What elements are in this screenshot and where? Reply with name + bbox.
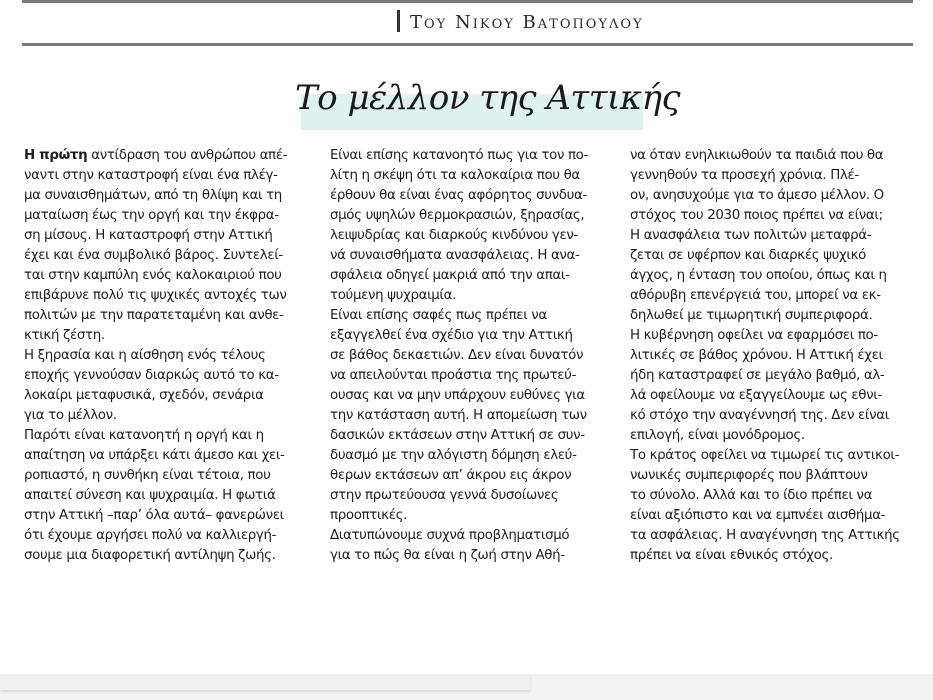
text-line-content: ση μίσους. Η καταστροφή στην Αττική [24, 228, 273, 243]
text-line-content: εξαγγελθεί ένα σχέδιο για την Αττική [330, 328, 573, 343]
text-line [330, 286, 622, 306]
page-footer-bar [0, 674, 530, 690]
text-line [630, 426, 922, 446]
text-line-content: σφάλεια οδηγεί μακριά από την απαι- [330, 268, 570, 283]
text-line-content: επιλογή, είναι μονόδρομος. [630, 428, 805, 443]
text-line [630, 506, 922, 526]
text-line [330, 466, 622, 486]
text-line [330, 246, 622, 266]
text-line-content: το σύνολο. Αλλά και το ίδιο πρέπει να [630, 488, 873, 503]
text-line [330, 206, 622, 226]
text-line [630, 246, 922, 266]
text-line-content: νωνικές συμπεριφορές που βλάπτουν [630, 468, 868, 483]
text-line-content: επιβάρυνε πολύ τις ψυχικές αντοχές των [24, 288, 287, 303]
text-line-content: σε βάθος δεκαετιών. Δεν είναι δυνατόν [330, 348, 584, 363]
text-line-content: ήδη καταστραφεί σε μεγάλο βαθμό, αλ- [630, 368, 885, 383]
text-line-content: κό στόχο την αναγέννησή της. Δεν είναι [630, 408, 889, 423]
text-line [24, 246, 316, 266]
text-line-content: Η κυβέρνηση οφείλει να εφαρμόσει πο- [630, 328, 878, 343]
text-line [24, 486, 316, 506]
text-line-content: να όταν ενηλικιωθούν τα παιδιά που θα [630, 148, 884, 163]
text-line-content: δηλωθεί με τιμωρητική συμπεριφορά. [630, 308, 873, 323]
text-line [630, 466, 922, 486]
text-line [330, 226, 622, 246]
text-line-content: στην Αττική –παρ’ όλα αυτά– φανερώνει [24, 508, 284, 523]
header-bottom-rule [22, 43, 913, 46]
byline [397, 10, 644, 33]
text-line-content: ται στην καμπύλη ενός καλοκαιριού που [24, 268, 282, 283]
text-line [24, 326, 316, 346]
text-line [24, 286, 316, 306]
text-line [330, 526, 622, 546]
text-line-content: αντίδραση του ανθρώπου απέ- [87, 148, 288, 163]
text-line [630, 226, 922, 246]
text-line [630, 186, 922, 206]
text-line-content: πολιτών με την παρατεταμένη και ανθε- [24, 308, 284, 323]
text-line [330, 306, 622, 326]
text-line-content: Διατυπώνουμε συχνά προβληματισμό [330, 528, 570, 543]
text-line [330, 326, 622, 346]
text-line [24, 266, 316, 286]
text-line [24, 446, 316, 466]
text-line-content: ότι έχουμε αργήσει πολύ να καλλιεργή- [24, 528, 277, 543]
text-line-content: Είναι επίσης σαφές πως πρέπει να [330, 308, 547, 323]
text-line-content: λιτικές σε βάθος χρόνου. Η Αττική έχει [630, 348, 883, 363]
text-line-content: Η ξηρασία και η αίσθηση ενός τέλους [24, 348, 266, 363]
article-column-3 [630, 146, 922, 566]
text-line [330, 166, 622, 186]
text-line [630, 386, 922, 406]
text-line-content: ναντι στην καταστροφή είναι ένα πλέγ- [24, 168, 278, 183]
article-column-2 [330, 146, 622, 566]
text-line-content: την κατάσταση αυτή. Η απομείωση των [330, 408, 587, 423]
text-line-content: πρέπει να είναι εθνικός στόχος. [630, 548, 833, 563]
text-line-content: απαιτεί σύνεση και ψυχραιμία. Η φωτιά [24, 488, 276, 503]
text-line [630, 366, 922, 386]
text-line-content: κτική ζέστη. [24, 328, 105, 343]
text-line [630, 546, 922, 566]
article-title: Το μέλλον της Αττικής [295, 78, 681, 118]
text-line [24, 206, 316, 226]
text-line [24, 426, 316, 446]
text-line-content: για το πώς θα είναι η ζωή στην Αθή- [330, 548, 565, 563]
text-line [630, 346, 922, 366]
text-line [24, 146, 316, 166]
text-line-content: στόχος του 2030 ποιος πρέπει να είναι; [630, 208, 883, 223]
text-line-content: νά συναισθήματα ανασφάλειας. Η ανα- [330, 248, 580, 263]
text-line-content: λειψυδρίας και διαρκούς κινδύνου γεν- [330, 228, 578, 243]
text-line [24, 506, 316, 526]
text-line-content: Παρότι είναι κατανοητή η οργή και η [24, 428, 264, 443]
text-line-content: θερων εκτάσεων απ’ άκρου εις άκρον [330, 468, 572, 483]
text-line [330, 546, 622, 566]
text-line-content: ροπιαστό, η συνθήκη είναι τέτοια, που [24, 468, 271, 483]
text-line-content: αθόρυβη επενέργειά του, μπορεί να εκ- [630, 288, 881, 303]
lead-word: Η πρώτη [24, 148, 88, 163]
text-line [24, 406, 316, 426]
text-line-content: στην πρωτεύουσα γεννά δυσοίωνες [330, 488, 559, 503]
text-line [630, 166, 922, 186]
text-line-content: ματαίωση έως την οργή και την έκφρα- [24, 208, 279, 223]
text-line [330, 146, 622, 166]
text-line-content: λοκαίρι μεταφυσικά, σχεδόν, σενάρια [24, 388, 264, 403]
text-line-content: σμός υψηλών θερμοκρασιών, ξηρασίας, [330, 208, 585, 223]
byline-text: Του Νικου Βατοπουλου [410, 12, 644, 33]
text-line-content: άγχος, η ένταση του οποίου, όπως και η [630, 268, 887, 283]
text-line-content: Είναι επίσης κατανοητό πως για τον πο- [330, 148, 588, 163]
text-line-content: να απειλούνται προάστια της πρωτεύ- [330, 368, 577, 383]
text-line-content: έχει και ένα συμβολικό βάρος. Συντελεί- [24, 248, 283, 263]
text-line [330, 406, 622, 426]
text-line-content: τούμενη ψυχραιμία. [330, 288, 456, 303]
text-line [24, 306, 316, 326]
text-line [630, 146, 922, 166]
text-line [330, 346, 622, 366]
text-line [24, 526, 316, 546]
text-line-content: γεννηθούν τα προσεχή χρόνια. Πλέ- [630, 168, 859, 183]
text-line [630, 266, 922, 286]
text-line-content: εποχής γεννούσαν διαρκώς αυτό το κα- [24, 368, 279, 383]
text-line [330, 266, 622, 286]
text-line-content: έρθουν θα είναι ένας αφόρητος συνδυα- [330, 188, 587, 203]
text-line-content: προοπτικές. [330, 508, 407, 523]
text-line [630, 306, 922, 326]
text-line [630, 446, 922, 466]
text-line [330, 426, 622, 446]
text-line [330, 506, 622, 526]
text-line-content: λίτη η σκέψη ότι τα καλοκαίρια που θα [330, 168, 580, 183]
text-line-content: μα συναισθημάτων, από τη θλίψη και τη [24, 188, 282, 203]
text-line [630, 206, 922, 226]
text-line-content: απαίτηση να υπάρξει κάτι άμεσο και χει- [24, 448, 285, 463]
text-line [630, 326, 922, 346]
text-line-content: για το μέλλον. [24, 408, 117, 423]
text-line [330, 186, 622, 206]
text-line [24, 546, 316, 566]
text-line-content: τα ασφάλειας. Η αναγέννηση της Αττικής [630, 528, 900, 543]
text-line-content: δυασμό με την αλόγιστη δόμηση ελεύ- [330, 448, 577, 463]
text-line [330, 366, 622, 386]
text-line-content: Το κράτος οφείλει να τιμωρεί τις αντικοι- [630, 448, 900, 463]
text-line [330, 486, 622, 506]
text-line [24, 226, 316, 246]
text-line [24, 366, 316, 386]
text-line [630, 286, 922, 306]
text-line [24, 346, 316, 366]
text-line [24, 466, 316, 486]
text-line-content: είναι αξιόπιστο και να εμπνέει αισθήμα- [630, 508, 886, 523]
text-line [24, 186, 316, 206]
text-line-content: ον, ανησυχούμε για το άμεσο μέλλον. Ο [630, 188, 884, 203]
header-top-rule [22, 0, 913, 3]
article-column-1 [24, 146, 316, 566]
text-line-content: σουμε μια διαφορετική αντίληψη ζωής. [24, 548, 276, 563]
text-line-content: λά οφείλουμε να εξαγγείλουμε ως εθνι- [630, 388, 882, 403]
text-line-content: ουσας και να μην υπάρχουν ευθύνες για [330, 388, 585, 403]
text-line [330, 386, 622, 406]
article-title-block [295, 78, 681, 130]
text-line-content: ζεται σε υφέρπον και διαρκές ψυχικό [630, 248, 866, 263]
text-line-content: δασικών εκτάσεων στην Αττική σε συν- [330, 428, 585, 443]
text-line-content: Η ανασφάλεια των πολιτών μεταφρά- [630, 228, 872, 243]
text-line [24, 386, 316, 406]
text-line [630, 486, 922, 506]
text-line [24, 166, 316, 186]
text-line [630, 406, 922, 426]
text-line [330, 446, 622, 466]
byline-bar [397, 10, 400, 32]
text-line [630, 526, 922, 546]
